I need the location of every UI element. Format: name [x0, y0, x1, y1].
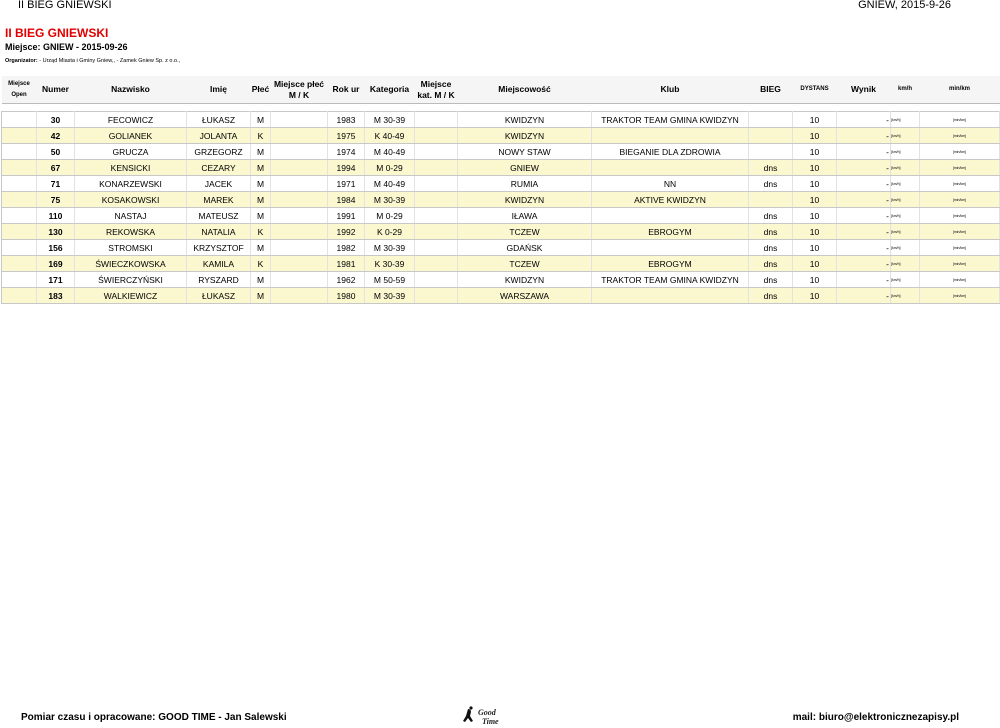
page-subtitle: Miejsce: GNIEW - 2015-09-26 [5, 42, 128, 52]
cell-miejscowosc: TCZEW [458, 256, 592, 272]
cell-dystans: 10 [793, 272, 837, 288]
table-row [2, 240, 1000, 256]
cell-numer: 156 [37, 240, 75, 256]
table-row [2, 160, 1000, 176]
cell-klub: BIEGANIE DLA ZDROWIA [592, 144, 749, 160]
cell-dystans: 10 [793, 160, 837, 176]
col-nazwisko: Nazwisko [75, 76, 187, 104]
cell-rok: 1980 [328, 288, 365, 304]
cell-plec: M [251, 112, 271, 128]
cell-nazwisko: KONARZEWSKI [75, 176, 187, 192]
cell-klub [592, 288, 749, 304]
cell-kategoria: M 30-39 [365, 288, 415, 304]
cell-numer: 71 [37, 176, 75, 192]
cell-nazwisko: REKOWSKA [75, 224, 187, 240]
cell-dystans: 10 [793, 144, 837, 160]
cell-miejscowosc: KWIDZYN [458, 128, 592, 144]
col-klub: Klub [592, 76, 749, 104]
cell-miejsce-plec [271, 272, 328, 288]
cell-dystans: 10 [793, 208, 837, 224]
cell-plec: K [251, 224, 271, 240]
cell-kmh: [km/h] [891, 272, 920, 288]
results-table [1, 76, 1000, 304]
cell-imie: CEZARY [187, 160, 251, 176]
cell-klub [592, 160, 749, 176]
cell-minkm: [min/km] [920, 192, 1000, 208]
cell-open [2, 112, 37, 128]
cell-bieg [749, 144, 793, 160]
cell-dystans: 10 [793, 240, 837, 256]
cell-nazwisko: ŚWIECZKOWSKA [75, 256, 187, 272]
cell-minkm: [min/km] [920, 288, 1000, 304]
cell-dystans: 10 [793, 288, 837, 304]
cell-open [2, 240, 37, 256]
cell-miejsce-kat [415, 176, 458, 192]
cell-kmh: [km/h] [891, 288, 920, 304]
cell-nazwisko: GOLIANEK [75, 128, 187, 144]
cell-open [2, 288, 37, 304]
runner-head-icon [469, 706, 472, 709]
cell-minkm: [min/km] [920, 208, 1000, 224]
cell-rok: 1962 [328, 272, 365, 288]
cell-klub [592, 128, 749, 144]
cell-imie: JACEK [187, 176, 251, 192]
cell-bieg: dns [749, 224, 793, 240]
cell-numer: 42 [37, 128, 75, 144]
cell-miejsce-plec [271, 192, 328, 208]
cell-numer: 130 [37, 224, 75, 240]
table-row [2, 288, 1000, 304]
cell-wynik: - [837, 160, 891, 176]
cell-numer: 169 [37, 256, 75, 272]
results-body [2, 104, 1000, 304]
cell-minkm: [min/km] [920, 224, 1000, 240]
cell-imie: RYSZARD [187, 272, 251, 288]
cell-dystans: 10 [793, 112, 837, 128]
cell-wynik: - [837, 112, 891, 128]
cell-kategoria: M 30-39 [365, 240, 415, 256]
cell-bieg: dns [749, 208, 793, 224]
cell-nazwisko: GRUCZA [75, 144, 187, 160]
cell-rok: 1983 [328, 112, 365, 128]
cell-nazwisko: KOSAKOWSKI [75, 192, 187, 208]
cell-plec: M [251, 288, 271, 304]
cell-wynik: - [837, 272, 891, 288]
cell-kategoria: K 0-29 [365, 224, 415, 240]
cell-miejsce-kat [415, 192, 458, 208]
cell-nazwisko: ŚWIERCZYŃSKI [75, 272, 187, 288]
cell-klub: NN [592, 176, 749, 192]
cell-numer: 183 [37, 288, 75, 304]
cell-miejsce-plec [271, 256, 328, 272]
cell-minkm: [min/km] [920, 256, 1000, 272]
cell-kmh: [km/h] [891, 192, 920, 208]
cell-rok: 1982 [328, 240, 365, 256]
cell-plec: K [251, 128, 271, 144]
cell-open [2, 256, 37, 272]
cell-miejscowosc: GNIEW [458, 160, 592, 176]
table-row [2, 224, 1000, 240]
cell-kategoria: M 0-29 [365, 160, 415, 176]
col-miejsce-kat: Miejsce kat. M / K [415, 76, 458, 104]
cell-miejsce-kat [415, 160, 458, 176]
cell-minkm: [min/km] [920, 240, 1000, 256]
cell-kategoria: M 30-39 [365, 112, 415, 128]
cell-imie: GRZEGORZ [187, 144, 251, 160]
cell-open [2, 176, 37, 192]
cell-plec: K [251, 256, 271, 272]
cell-miejsce-kat [415, 208, 458, 224]
cell-nazwisko: KENSICKI [75, 160, 187, 176]
cell-wynik: - [837, 128, 891, 144]
cell-wynik: - [837, 256, 891, 272]
cell-miejscowosc: NOWY STAW [458, 144, 592, 160]
cell-bieg: dns [749, 288, 793, 304]
cell-kmh: [km/h] [891, 144, 920, 160]
cell-rok: 1975 [328, 128, 365, 144]
cell-imie: KRZYSZTOF [187, 240, 251, 256]
cell-plec: M [251, 208, 271, 224]
top-bar [0, 0, 960, 13]
cell-numer: 67 [37, 160, 75, 176]
cell-minkm: [min/km] [920, 160, 1000, 176]
cell-dystans: 10 [793, 192, 837, 208]
table-row [2, 112, 1000, 128]
runner-icon [463, 709, 473, 722]
cell-miejsce-kat [415, 112, 458, 128]
cell-klub: AKTIVE KWIDZYN [592, 192, 749, 208]
cell-miejsce-kat [415, 240, 458, 256]
cell-wynik: - [837, 240, 891, 256]
cell-dystans: 10 [793, 224, 837, 240]
table-row [2, 176, 1000, 192]
cell-wynik: - [837, 176, 891, 192]
cell-dystans: 10 [793, 256, 837, 272]
cell-imie: MAREK [187, 192, 251, 208]
cell-miejscowosc: WARSZAWA [458, 288, 592, 304]
event-name-top: II BIEG GNIEWSKI [18, 0, 112, 11]
cell-minkm: [min/km] [920, 112, 1000, 128]
cell-bieg: dns [749, 176, 793, 192]
cell-kategoria: M 30-39 [365, 192, 415, 208]
cell-miejscowosc: IŁAWA [458, 208, 592, 224]
cell-miejscowosc: TCZEW [458, 224, 592, 240]
cell-kategoria: M 0-29 [365, 208, 415, 224]
cell-miejsce-kat [415, 144, 458, 160]
cell-kmh: [km/h] [891, 160, 920, 176]
cell-miejsce-plec [271, 176, 328, 192]
cell-dystans: 10 [793, 176, 837, 192]
cell-imie: NATALIA [187, 224, 251, 240]
cell-plec: M [251, 192, 271, 208]
cell-bieg: dns [749, 240, 793, 256]
cell-miejsce-plec [271, 160, 328, 176]
cell-minkm: [min/km] [920, 128, 1000, 144]
cell-imie: MATEUSZ [187, 208, 251, 224]
cell-open [2, 160, 37, 176]
cell-miejsce-kat [415, 256, 458, 272]
cell-nazwisko: STROMSKI [75, 240, 187, 256]
cell-rok: 1974 [328, 144, 365, 160]
cell-kategoria: M 50-59 [365, 272, 415, 288]
cell-wynik: - [837, 288, 891, 304]
cell-numer: 30 [37, 112, 75, 128]
cell-plec: M [251, 240, 271, 256]
col-minkm: min/km [920, 76, 1000, 104]
cell-bieg: dns [749, 256, 793, 272]
cell-imie: JOLANTA [187, 128, 251, 144]
cell-kmh: [km/h] [891, 176, 920, 192]
event-place-date-top: GNIEW, 2015-9-26 [858, 0, 951, 11]
cell-open [2, 192, 37, 208]
col-numer: Numer [37, 76, 75, 104]
col-plec: Płeć [251, 76, 271, 104]
cell-miejsce-plec [271, 224, 328, 240]
cell-kmh: [km/h] [891, 128, 920, 144]
cell-klub: TRAKTOR TEAM GMINA KWIDZYN [592, 272, 749, 288]
cell-minkm: [min/km] [920, 272, 1000, 288]
good-time-logo [462, 706, 510, 726]
col-kmh: km/h [891, 76, 920, 104]
cell-numer: 110 [37, 208, 75, 224]
col-miejscowosc: Miejscowość [458, 76, 592, 104]
cell-wynik: - [837, 208, 891, 224]
cell-kategoria: M 40-49 [365, 144, 415, 160]
table-row [2, 208, 1000, 224]
cell-kmh: [km/h] [891, 224, 920, 240]
cell-klub: EBROGYM [592, 256, 749, 272]
cell-bieg: dns [749, 160, 793, 176]
cell-plec: M [251, 160, 271, 176]
cell-rok: 1981 [328, 256, 365, 272]
cell-miejscowosc: KWIDZYN [458, 192, 592, 208]
cell-open [2, 208, 37, 224]
cell-bieg [749, 112, 793, 128]
cell-numer: 171 [37, 272, 75, 288]
col-wynik: Wynik [837, 76, 891, 104]
cell-open [2, 272, 37, 288]
cell-numer: 50 [37, 144, 75, 160]
cell-open [2, 128, 37, 144]
cell-plec: M [251, 144, 271, 160]
cell-numer: 75 [37, 192, 75, 208]
table-row [2, 144, 1000, 160]
cell-wynik: - [837, 192, 891, 208]
cell-miejsce-plec [271, 128, 328, 144]
cell-rok: 1992 [328, 224, 365, 240]
cell-imie: ŁUKASZ [187, 112, 251, 128]
cell-klub: EBROGYM [592, 224, 749, 240]
cell-miejscowosc: KWIDZYN [458, 112, 592, 128]
cell-plec: M [251, 272, 271, 288]
table-row [2, 192, 1000, 208]
cell-open [2, 144, 37, 160]
cell-nazwisko: WALKIEWICZ [75, 288, 187, 304]
cell-klub: TRAKTOR TEAM GMINA KWIDZYN [592, 112, 749, 128]
col-miejsce-open: Miejsce Open [2, 76, 37, 104]
organizer-line [5, 58, 180, 64]
cell-miejsce-kat [415, 288, 458, 304]
cell-miejscowosc: GDAŃSK [458, 240, 592, 256]
cell-bieg [749, 192, 793, 208]
table-row [2, 128, 1000, 144]
cell-rok: 1994 [328, 160, 365, 176]
cell-miejscowosc: RUMIA [458, 176, 592, 192]
cell-rok: 1984 [328, 192, 365, 208]
table-row [2, 272, 1000, 288]
col-imie: Imię [187, 76, 251, 104]
cell-bieg: dns [749, 272, 793, 288]
cell-miejsce-plec [271, 288, 328, 304]
cell-imie: KAMILA [187, 256, 251, 272]
cell-nazwisko: FECOWICZ [75, 112, 187, 128]
cell-miejsce-plec [271, 144, 328, 160]
logo-word-good: Good [478, 708, 496, 717]
cell-plec: M [251, 176, 271, 192]
cell-miejsce-kat [415, 224, 458, 240]
cell-nazwisko: NASTAJ [75, 208, 187, 224]
footer-credit: Pomiar czasu i opracowane: GOOD TIME - Jan Salewski [21, 712, 287, 723]
cell-wynik: - [837, 224, 891, 240]
cell-kmh: [km/h] [891, 256, 920, 272]
logo-word-time: Time [482, 717, 499, 726]
cell-minkm: [min/km] [920, 144, 1000, 160]
cell-rok: 1971 [328, 176, 365, 192]
col-dystans: DYSTANS [793, 76, 837, 104]
cell-miejsce-plec [271, 208, 328, 224]
cell-klub [592, 240, 749, 256]
col-kategoria: Kategoria [365, 76, 415, 104]
table-row [2, 256, 1000, 272]
col-rok-ur: Rok ur [328, 76, 365, 104]
cell-miejsce-plec [271, 240, 328, 256]
cell-rok: 1991 [328, 208, 365, 224]
cell-klub [592, 208, 749, 224]
cell-kategoria: K 30-39 [365, 256, 415, 272]
cell-kmh: [km/h] [891, 112, 920, 128]
cell-miejsce-kat [415, 128, 458, 144]
cell-kmh: [km/h] [891, 240, 920, 256]
page-title: II BIEG GNIEWSKI [5, 26, 109, 40]
cell-dystans: 10 [793, 128, 837, 144]
footer-contact: mail: biuro@elektronicznezapisy.pl [792, 712, 959, 723]
cell-bieg [749, 128, 793, 144]
cell-open [2, 224, 37, 240]
col-bieg: BIEG [749, 76, 793, 104]
cell-miejsce-plec [271, 112, 328, 128]
table-header-row [2, 76, 1000, 104]
cell-kategoria: M 40-49 [365, 176, 415, 192]
cell-kmh: [km/h] [891, 208, 920, 224]
cell-minkm: [min/km] [920, 176, 1000, 192]
cell-imie: ŁUKASZ [187, 288, 251, 304]
cell-kategoria: K 40-49 [365, 128, 415, 144]
cell-miejsce-kat [415, 272, 458, 288]
organizer-text: - Urząd Miasta i Gminy Gniew,, - Zamek Gniew Sp. z o.o., [37, 58, 181, 64]
cell-wynik: - [837, 144, 891, 160]
cell-miejscowosc: KWIDZYN [458, 272, 592, 288]
organizer-label: Organizator: [5, 58, 38, 64]
col-miejsce-plec: Miejsce płeć M / K [271, 76, 328, 104]
